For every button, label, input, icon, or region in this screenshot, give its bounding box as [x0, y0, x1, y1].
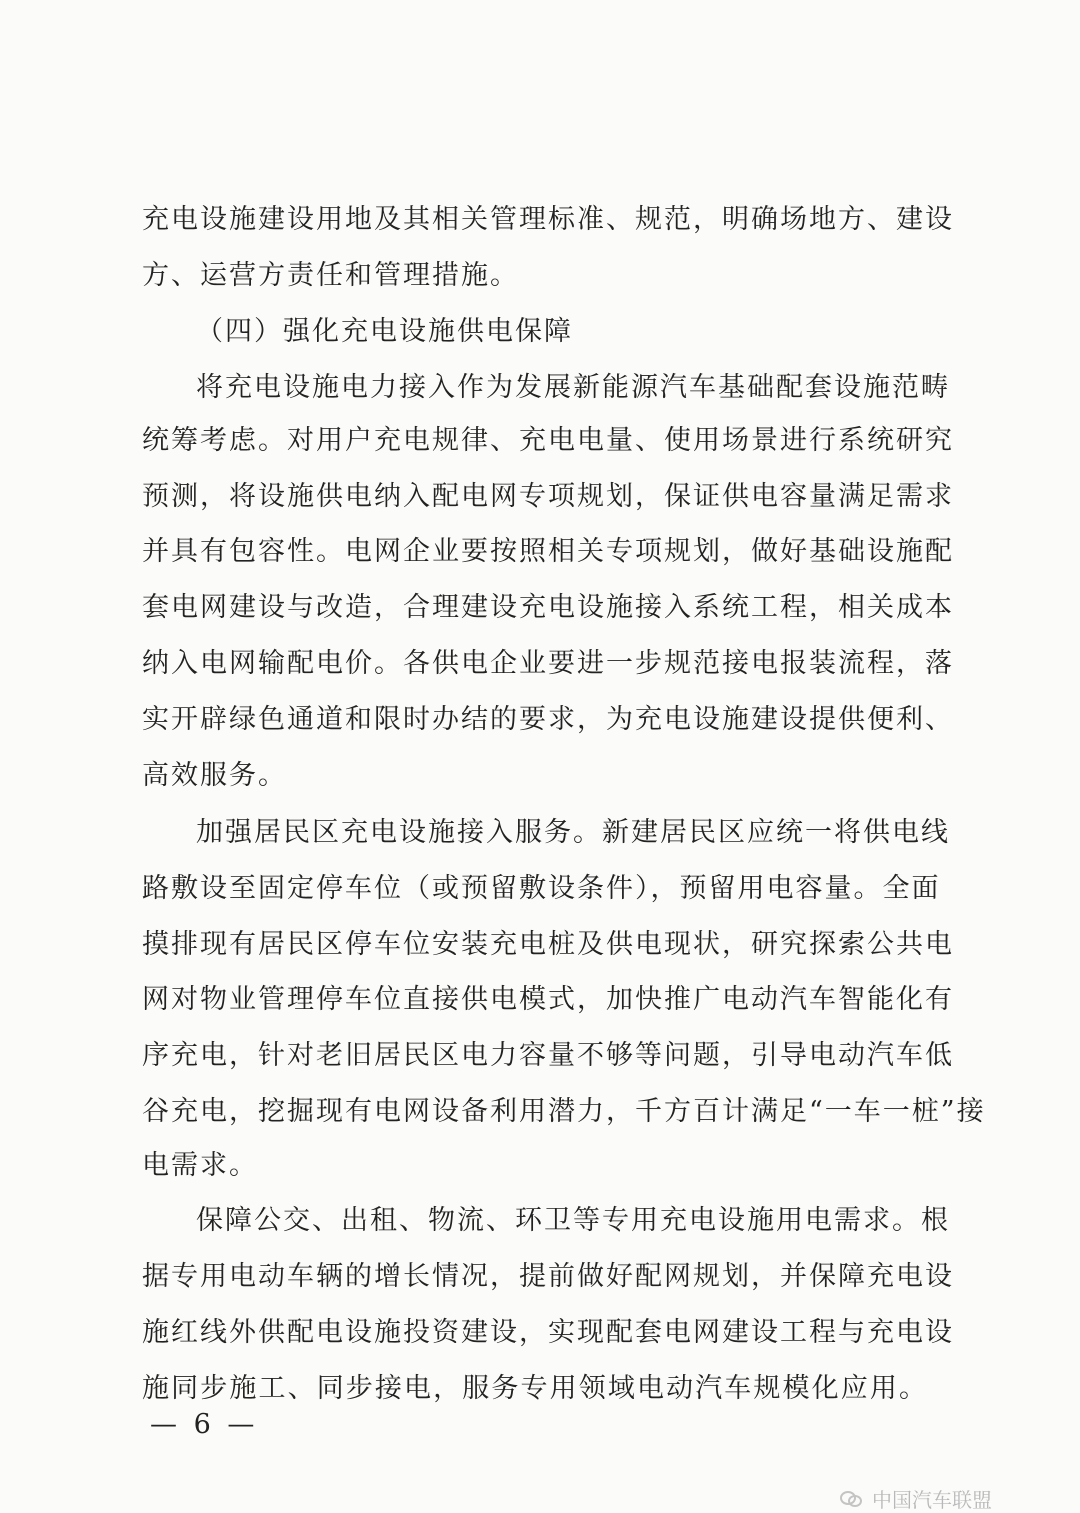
body-line: 电需求。 — [142, 1150, 258, 1181]
body-line: 序充电，针对老旧居民区电力容量不够等问题，引导电动汽车低 — [142, 1040, 954, 1071]
body-line: 加强居民区充电设施接入服务。新建居民区应统一将供电线 — [196, 817, 950, 848]
wechat-icon — [840, 1489, 862, 1507]
body-line: 方、运营方责任和管理措施。 — [142, 260, 519, 291]
body-line: 套电网建设与改造，合理建设充电设施接入系统工程，相关成本 — [142, 592, 954, 623]
body-line: 将充电设施电力接入作为发展新能源汽车基础配套设施范畴 — [196, 372, 950, 403]
body-line: 施同步施工、同步接电，服务专用领域电动汽车规模化应用。 — [142, 1373, 928, 1404]
body-line: 保障公交、出租、物流、环卫等专用充电设施用电需求。根 — [196, 1205, 950, 1236]
body-line: 施红线外供配电设施投资建设，实现配套电网建设工程与充电设 — [142, 1317, 954, 1348]
body-line: 网对物业管理停车位直接供电模式，加快推广电动汽车智能化有 — [142, 984, 954, 1015]
body-line: 路敷设至固定停车位（或预留敷设条件），预留用电容量。全面 — [142, 873, 941, 904]
body-line: 谷充电，挖掘现有电网设备利用潜力，千方百计满足“一车一桩”接 — [142, 1096, 986, 1127]
watermark — [840, 1486, 992, 1510]
body-line: 预测，将设施供电纳入配电网专项规划，保证供电容量满足需求 — [142, 481, 954, 512]
body-line: 据专用电动车辆的增长情况，提前做好配网规划，并保障充电设 — [142, 1261, 954, 1292]
body-line: 高效服务。 — [142, 760, 287, 791]
watermark-text: 中国汽车联盟 — [872, 1487, 992, 1512]
body-line: 并具有包容性。电网企业要按照相关专项规划，做好基础设施配 — [142, 536, 954, 567]
body-line: 纳入电网输配电价。各供电企业要进一步规范接电报装流程，落 — [142, 648, 954, 679]
body-line: 统筹考虑。对用户充电规律、充电电量、使用场景进行系统研究 — [142, 425, 954, 456]
body-line: 摸排现有居民区停车位安装充电桩及供电现状，研究探索公共电 — [142, 929, 954, 960]
body-line: 充电设施建设用地及其相关管理标准、规范，明确场地方、建设 — [142, 204, 954, 235]
page-number: — 6 — — [150, 1409, 259, 1440]
section-heading: （四）强化充电设施供电保障 — [196, 316, 573, 347]
body-line: 实开辟绿色通道和限时办结的要求，为充电设施建设提供便利、 — [142, 704, 954, 735]
